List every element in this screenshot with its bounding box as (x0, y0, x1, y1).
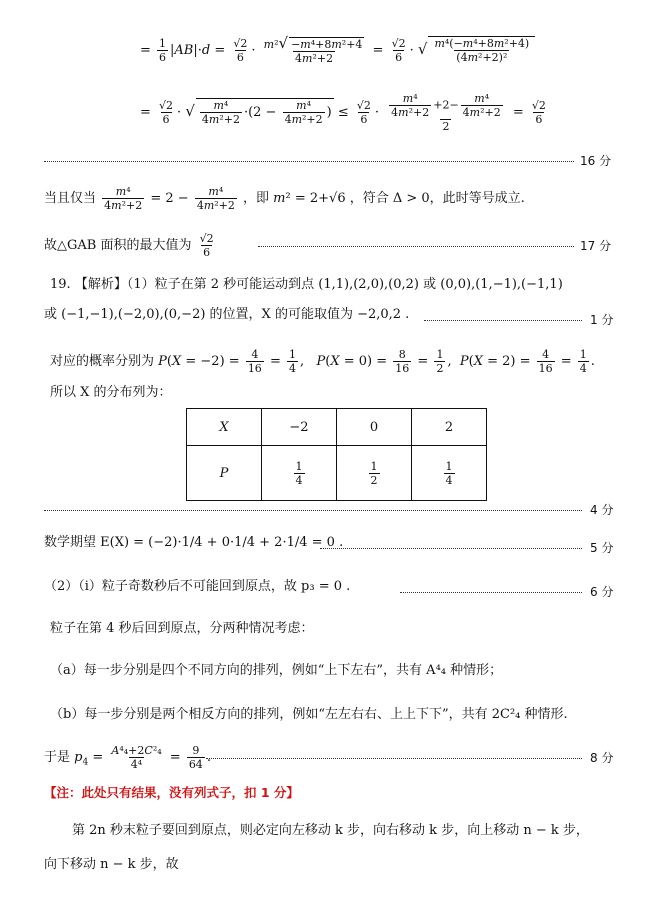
table-cell: 2 (412, 409, 487, 446)
table-cell: P (187, 446, 262, 501)
equality-mid: ，即 (243, 191, 270, 206)
q19-line-1 (50, 276, 563, 294)
part2-line: （2）（i）粒子奇数秒后不可能回到原点，故 p₃ = 0 . (44, 579, 351, 594)
formula-line-1: = $\frac{1}{6}$ |AB|·d = $\frac{√2}{6}$ · $\frac{\text{m²√ −m⁴+8m²+4}}{\text{4m²+2}}$ = $\frac{√2}{6}$ · √ $\frac{\text{m⁴(−m⁴+8m²+4)}}{\text{(4m²+2)²}}$ (140, 36, 535, 65)
equality-condition: 当且仅当 $\frac{\text{m⁴}}{\text{4m²+2}}$ = 2 − $\frac{\text{m⁴}}{\text{4m²+2}}$ ，即 m² = 2+√6 ，符合 Δ > 0，此时等号成立. (44, 185, 525, 212)
table-cell: 0 (337, 409, 412, 446)
score-1: 1 分 (590, 313, 614, 327)
q19-line-2: 或 (−1,−1),(−2,0),(0,−2) 的位置，X 的可能取值为 −2,0,2 . (44, 307, 410, 322)
deduction-note: 【注：此处只有结果，没有列式子，扣 1 分】 (44, 785, 299, 800)
fourth-second-line: 粒子在第 4 秒后回到原点，分两种情况考虑： (50, 621, 314, 636)
score-8: 8 分 (590, 751, 614, 765)
case-b-line: （b）每一步分别是两个相反方向的排列，例如“左左右右、上上下下”，共有 2C²₄ 种情形. (50, 707, 568, 722)
table-cell: X (187, 409, 262, 446)
distribution-intro: 所以 X 的分布列为： (50, 385, 172, 400)
equality-label: 当且仅当 (44, 191, 97, 206)
table-row (187, 409, 487, 446)
score-4: 4 分 (590, 503, 614, 517)
p4-prefix: 于是 (44, 750, 71, 765)
table-cell: $\frac{1}{4}$ (262, 446, 337, 501)
case-a-line: （a）每一步分别是四个不同方向的排列，例如“上下左右”，共有 A⁴₄ 种情形； (50, 663, 503, 678)
max-area-text: 故△GAB 面积的最大值为 (44, 238, 192, 253)
max-area-line: 故△GAB 面积的最大值为 $\frac{√2}{6}$ (44, 232, 214, 259)
equality-end: ，符合 Δ > 0，此时等号成立. (349, 191, 525, 206)
q19-text-1: （1）粒子在第 2 秒可能运动到点 (1,1),(2,0),(0,2) 或 (0,0),(1,−1),(−1,1) (126, 277, 563, 292)
score-17: 17 分 (580, 239, 612, 253)
table-cell: −2 (262, 409, 337, 446)
table-cell: $\frac{1}{4}$ (412, 446, 487, 501)
formula-line-2: = $\frac{√2}{6}$ · √ $\frac{\text{m⁴}}{\text{4m²+2}}$ ·(2 − $\frac{\text{m⁴}}{\text{4m²+2}}$ ) ≤ $\frac{√2}{6}$ · $\frac{\text{m⁴}}{\text{4m²+2}}$ +2− $\frac{\text{m⁴}}{\text{4m²+2}}$ 2 = $\frac{√2}{6}$ (140, 92, 546, 133)
score-5: 5 分 (590, 541, 614, 555)
probabilities-line: 对应的概率分别为 P(X = −2) = $\frac{4}{16}$ = $\frac{1}{4}$ , P(X = 0) = $\frac{8}{16}$ = $\frac{1}{2}$ , P(X = 2) = $\frac{4}{16}$ = $\frac{1}{4}$ . (50, 348, 595, 375)
prob-intro: 对应的概率分别为 (50, 354, 155, 369)
q19-number: 19. (50, 277, 71, 292)
q19-tag: 【解析】 (74, 277, 127, 292)
table-row (187, 446, 487, 501)
distribution-table (186, 408, 487, 501)
p4-line: 于是 $p_4$ = $\frac{\text{A⁴₄+2C²₄}}{\text{4⁴}}$ = $\frac{9}{64}$ . (44, 744, 211, 771)
expectation-line: 数学期望 E(X) = (−2)·1/4 + 0·1/4 + 2·1/4 = 0 . (44, 535, 344, 550)
score-6: 6 分 (590, 585, 614, 599)
score-16: 16 分 (580, 154, 612, 168)
table-cell: $\frac{1}{2}$ (337, 446, 412, 501)
last-line-1: 第 2n 秒末粒子要回到原点，则必定向左移动 k 步，向右移动 k 步，向上移动 n − k 步， (72, 823, 589, 838)
last-line-2: 向下移动 n − k 步，故 (44, 857, 179, 872)
